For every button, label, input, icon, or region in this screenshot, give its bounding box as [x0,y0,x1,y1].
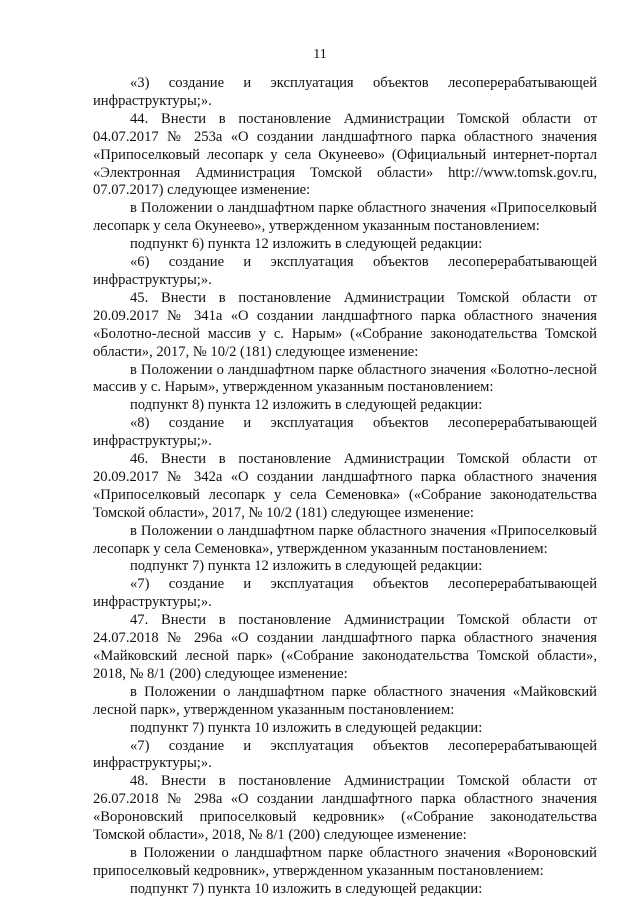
paragraph: «8) создание и эксплуатация объектов лесоперерабатывающей инфраструктуры;». [93,415,597,450]
paragraph: в Положении о ландшафтном парке областного значения «Припоселковый лесопарк у села Семеновка», утвержденном указанным постановлением: [93,522,597,557]
paragraph: подпункт 7) пункта 12 изложить в следующей редакции: [130,558,483,575]
paragraph: подпункт 7) пункта 10 изложить в следующей редакции: [130,880,483,897]
paragraph: «7) создание и эксплуатация объектов лесоперерабатывающей инфраструктуры;». [93,576,597,611]
page-number: 11 [313,47,327,62]
document-body [93,75,597,899]
paragraph-item-48: 48. Внести в постановление Администрации Томской области от 26.07.2018 № 298а «О создании ландшафтного парка областного значения «Вороновский припоселковый кедровник» («Собрание законодательства Томской области», 2018, № 8/1 (200) следующее изменение: [93,773,597,844]
paragraph-item-47: 47. Внести в постановление Администрации Томской области от 24.07.2018 № 296а «О создании ландшафтного парка областного значения «Майковский лесной парк» («Собрание законодательства Томской области», 2018, № 8/1 (200) следующее изменение: [93,612,597,682]
paragraph: в Положении о ландшафтном парке областного значения «Припоселковый лесопарк у села Окунеево», утвержденном указанным постановлением: [93,200,597,235]
paragraph: «6) создание и эксплуатация объектов лесоперерабатывающей инфраструктуры;». [93,254,597,288]
paragraph-item-44: 44. Внести в постановление Администрации Томской области от 04.07.2017 № 253а «О создании ландшафтного парка областного значения «Припоселковый лесопарк у села Окунеево» (Официальный интернет-портал «Электронная Администрация Томской области» http://www.tomsk.gov.ru, 07.07.2017) следующее изменение: [93,110,597,199]
paragraph-item-45: 45. Внести в постановление Администрации Томской области от 20.09.2017 № 341а «О создании ландшафтного парка областного значения «Болотно-лесной массив у с. Нарым» («Собрание законодательства Томской области», 2017, № 10/2 (181) следующее изменение: [93,289,597,360]
paragraph: подпункт 7) пункта 10 изложить в следующей редакции: [130,719,483,736]
paragraph: «3) создание и эксплуатация объектов лесоперерабатывающей инфраструктуры;». [93,75,597,109]
paragraph: в Положении о ландшафтном парке областного значения «Вороновский припоселковый кедровник», утвержденном указанным постановлением: [93,844,597,879]
paragraph: подпункт 8) пункта 12 изложить в следующей редакции: [130,397,483,414]
paragraph: в Положении о ландшафтном парке областного значения «Майковский лесной парк», утвержденном указанным постановлением: [93,683,597,718]
paragraph-item-46: 46. Внести в постановление Администрации Томской области от 20.09.2017 № 342а «О создании ландшафтного парка областного значения «Припоселковый лесопарк у села Семеновка» («Собрание законодательства Томской области», 2017, № 10/2 (181) следующее изменение: [93,451,597,521]
paragraph: «7) создание и эксплуатация объектов лесоперерабатывающей инфраструктуры;». [93,737,597,772]
paragraph: подпункт 6) пункта 12 изложить в следующей редакции: [130,236,483,253]
paragraph: в Положении о ландшафтном парке областного значения «Болотно-лесной массив у с. Нарым», утвержденном указанным постановлением: [93,361,597,396]
